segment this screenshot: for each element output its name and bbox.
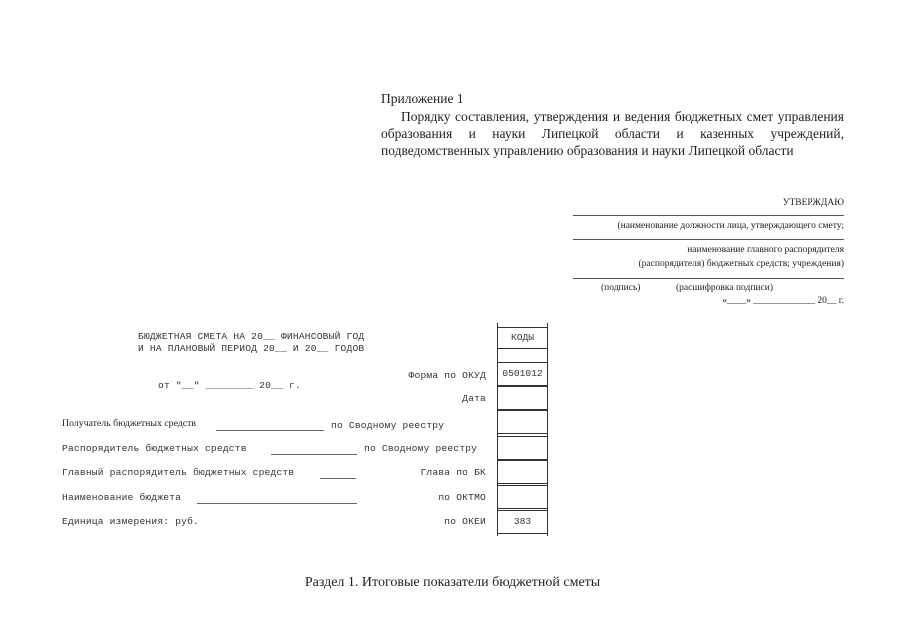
okei-code-cell: 383: [497, 510, 548, 534]
chief-input-line[interactable]: [320, 478, 356, 479]
codes-header: КОДЫ: [497, 327, 548, 349]
budget-input-line[interactable]: [197, 503, 357, 504]
appendix-body: Порядку составления, утверждения и ведения бюджетных смет управления образования и науки Липецкой области и казенных учреждений, подведомственных управлению образования и науки Липецкой области: [381, 109, 844, 158]
recipient-label: Получатель бюджетных средств: [62, 418, 197, 429]
recipient-input-line[interactable]: [216, 430, 324, 431]
unit-label: Единица измерения: руб.: [62, 516, 200, 527]
manager-code-cell[interactable]: [497, 436, 548, 460]
appendix-title: Приложение 1: [381, 91, 464, 106]
chief-suffix: Глава по БК: [420, 467, 486, 478]
recipient-code-cell[interactable]: [497, 410, 548, 434]
section-title: Раздел 1. Итоговые показатели бюджетной сметы: [304, 575, 601, 590]
chief-label: Главный распорядитель бюджетных средств: [62, 467, 295, 478]
form-date-line: от "__" ________ 20__ г.: [158, 380, 301, 391]
form-title-line-2: И НА ПЛАНОВЫЙ ПЕРИОД 20__ И 20__ ГОДОВ: [138, 343, 365, 354]
recipient-suffix: по Сводному реестру: [331, 420, 445, 431]
okud-code-cell: 0501012: [497, 362, 548, 386]
approval-position-caption: (наименование должности лица, утверждающего смету;: [617, 221, 844, 231]
approval-heading: УТВЕРЖДАЮ: [782, 198, 844, 208]
okud-label: Форма по ОКУД: [408, 370, 486, 381]
oktmo-code-cell[interactable]: [497, 485, 548, 509]
manager-label: Распорядитель бюджетных средств: [62, 443, 247, 454]
budget-suffix: по ОКТМО: [438, 492, 486, 503]
unit-suffix: по ОКЕИ: [444, 516, 486, 527]
date-label: Дата: [462, 393, 486, 404]
approval-manager-line: [573, 239, 844, 240]
budget-label: Наименование бюджета: [62, 492, 182, 503]
approval-signature-line: [573, 278, 844, 279]
approval-date-line: «____» _____________ 20__ г.: [722, 296, 844, 306]
form-title-line-1: БЮДЖЕТНАЯ СМЕТА НА 20__ ФИНАНСОВЫЙ ГОД: [138, 331, 365, 342]
approval-manager-caption-1: наименование главного распорядителя: [687, 245, 844, 255]
manager-input-line[interactable]: [271, 454, 357, 455]
approval-manager-caption-2: (распорядителя) бюджетных средств; учреждения): [638, 259, 844, 269]
approval-signature-decode-caption: (расшифровка подписи): [676, 283, 773, 293]
chief-code-cell[interactable]: [497, 460, 548, 484]
date-code-cell[interactable]: [497, 386, 548, 410]
approval-signature-caption: (подпись): [601, 283, 641, 293]
manager-suffix: по Сводному реестру: [364, 443, 478, 454]
approval-position-line: [573, 215, 844, 216]
